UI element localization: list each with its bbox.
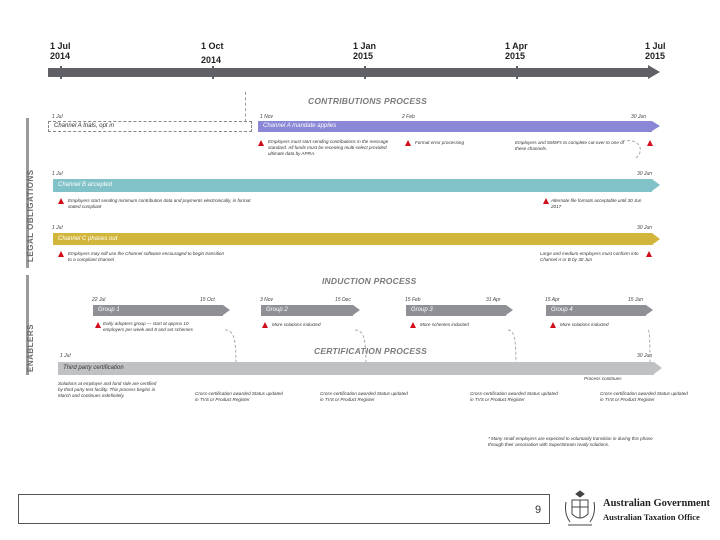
row-a-date-1: 1 Jul xyxy=(52,114,63,120)
group-2-bar: Group 2 xyxy=(261,305,353,316)
date-jan-2015: 1 Jan 2015 xyxy=(353,41,377,61)
row-a-note-1: Employers must start sending contributions in the message standard. All funds must be receiving multi-select provided ultimate data by APRA. xyxy=(268,139,389,156)
group-start-date: 15 Apr xyxy=(545,297,560,303)
footer-box xyxy=(18,494,550,524)
cert-note-5: Cross-certification awarded Status updated in TVS or Product Register xyxy=(600,391,688,402)
row-a-date-3: 2 Feb xyxy=(402,114,415,120)
row-a-date-4: 30 Jun xyxy=(631,114,647,120)
row-c-note-1: Employers may still use the Channel software encouraged to begin transition to a compliant channel xyxy=(68,251,225,262)
date-jul-2015: 1 Jul 2015 xyxy=(645,41,666,61)
group-note: Early adopters group — start at approx 10 employers per week and 8 and set schemes xyxy=(103,321,193,332)
group-start-date: 22 Jul xyxy=(92,297,106,303)
cert-date-1: 1 Jul xyxy=(60,353,71,359)
contributions-title: CONTRIBUTIONS PROCESS xyxy=(308,96,427,106)
row-b-note-2: Alternate file formats acceptable until 30 Jun 2017 xyxy=(551,198,642,209)
coat-of-arms-icon xyxy=(562,490,598,528)
group-end-date: 15 Jun xyxy=(628,297,644,303)
cert-note-2: Cross-certification awarded Status updated in TVS or Product Register xyxy=(195,391,283,402)
date-oct-2014: 1 Oct 2014 xyxy=(201,41,224,65)
group-start-date: 3 Nov xyxy=(260,297,274,303)
page-number: 9 xyxy=(535,504,542,516)
cert-date-2: 30 Jun xyxy=(637,353,653,359)
group-note: More schemes inducted xyxy=(420,322,469,327)
row-c-date-2: 30 Jun xyxy=(637,225,653,231)
cert-note-1: Solutions at employer and fund side are certified by third party test facility. This process begins in March and continues indefinitely. xyxy=(58,381,157,398)
org-subname: Australian Taxation Office xyxy=(603,512,700,522)
group-note: More solutions inducted xyxy=(560,322,609,327)
third-party-cert-bar: Third party certification xyxy=(58,362,654,375)
date-apr-2015: 1 Apr 2015 xyxy=(505,41,528,61)
row-b-note-1: Employers start sending minimum contribution data and payments electronically, in format stated compliant xyxy=(68,198,251,209)
group-4-bar: Group 4 xyxy=(546,305,646,316)
row-a-date-2: 1 Nov xyxy=(260,114,274,120)
group-end-date: 15 Oct xyxy=(200,297,215,303)
row-a-note-3: Employers and SMSFs to complete cut-over to one of these channels. xyxy=(515,140,625,151)
certification-title: CERTIFICATION PROCESS xyxy=(314,346,427,356)
group-note: More solutions inducted xyxy=(272,322,321,327)
cert-arrow xyxy=(654,362,662,374)
channel-a-mandate-bar: Channel A mandate applies xyxy=(258,121,652,132)
induction-title: INDUCTION PROCESS xyxy=(322,276,417,286)
row-c-note-2: Large and medium employers must conform into Channel A or B by 30 Jun xyxy=(540,251,639,262)
date-jul-2014: 1 Jul 2014 xyxy=(50,41,71,61)
channel-c-bar: Channel C phases out xyxy=(53,233,652,245)
group-end-date: 31 Apr xyxy=(486,297,501,303)
group-start-date: 15 Feb xyxy=(405,297,421,303)
group-3-bar: Group 3 xyxy=(406,305,506,316)
row-b-date-1: 1 Jul xyxy=(52,171,63,177)
channel-b-bar: Channel B accepted xyxy=(53,179,652,192)
group-1-bar: Group 1 xyxy=(93,305,223,316)
enablers-label: ENABLERS xyxy=(26,323,35,372)
cert-note-4: Cross-certification awarded Status updated in TVS or Product Register xyxy=(470,391,558,402)
cert-note-3: Cross-certification awarded Status updated in TVS or Product Register xyxy=(320,391,408,402)
legal-obligations-label: LEGAL OBLIGATIONS xyxy=(26,169,35,262)
row-a-note-2: Format error processing xyxy=(415,140,465,145)
org-name: Australian Government xyxy=(603,498,711,509)
row-c-date-1: 1 Jul xyxy=(52,225,63,231)
channel-a-trials-bar: Channel A trials, opt in xyxy=(48,121,252,132)
footnote: * Many small employers are expected to voluntarily transition in during this phase through their association with SuperStream ready solutions. xyxy=(488,436,653,447)
process-continues-label: Process continues xyxy=(584,376,622,381)
group-end-date: 15 Dec xyxy=(335,297,351,303)
connector-line xyxy=(622,141,640,158)
row-b-date-2: 30 Jun xyxy=(637,171,653,177)
